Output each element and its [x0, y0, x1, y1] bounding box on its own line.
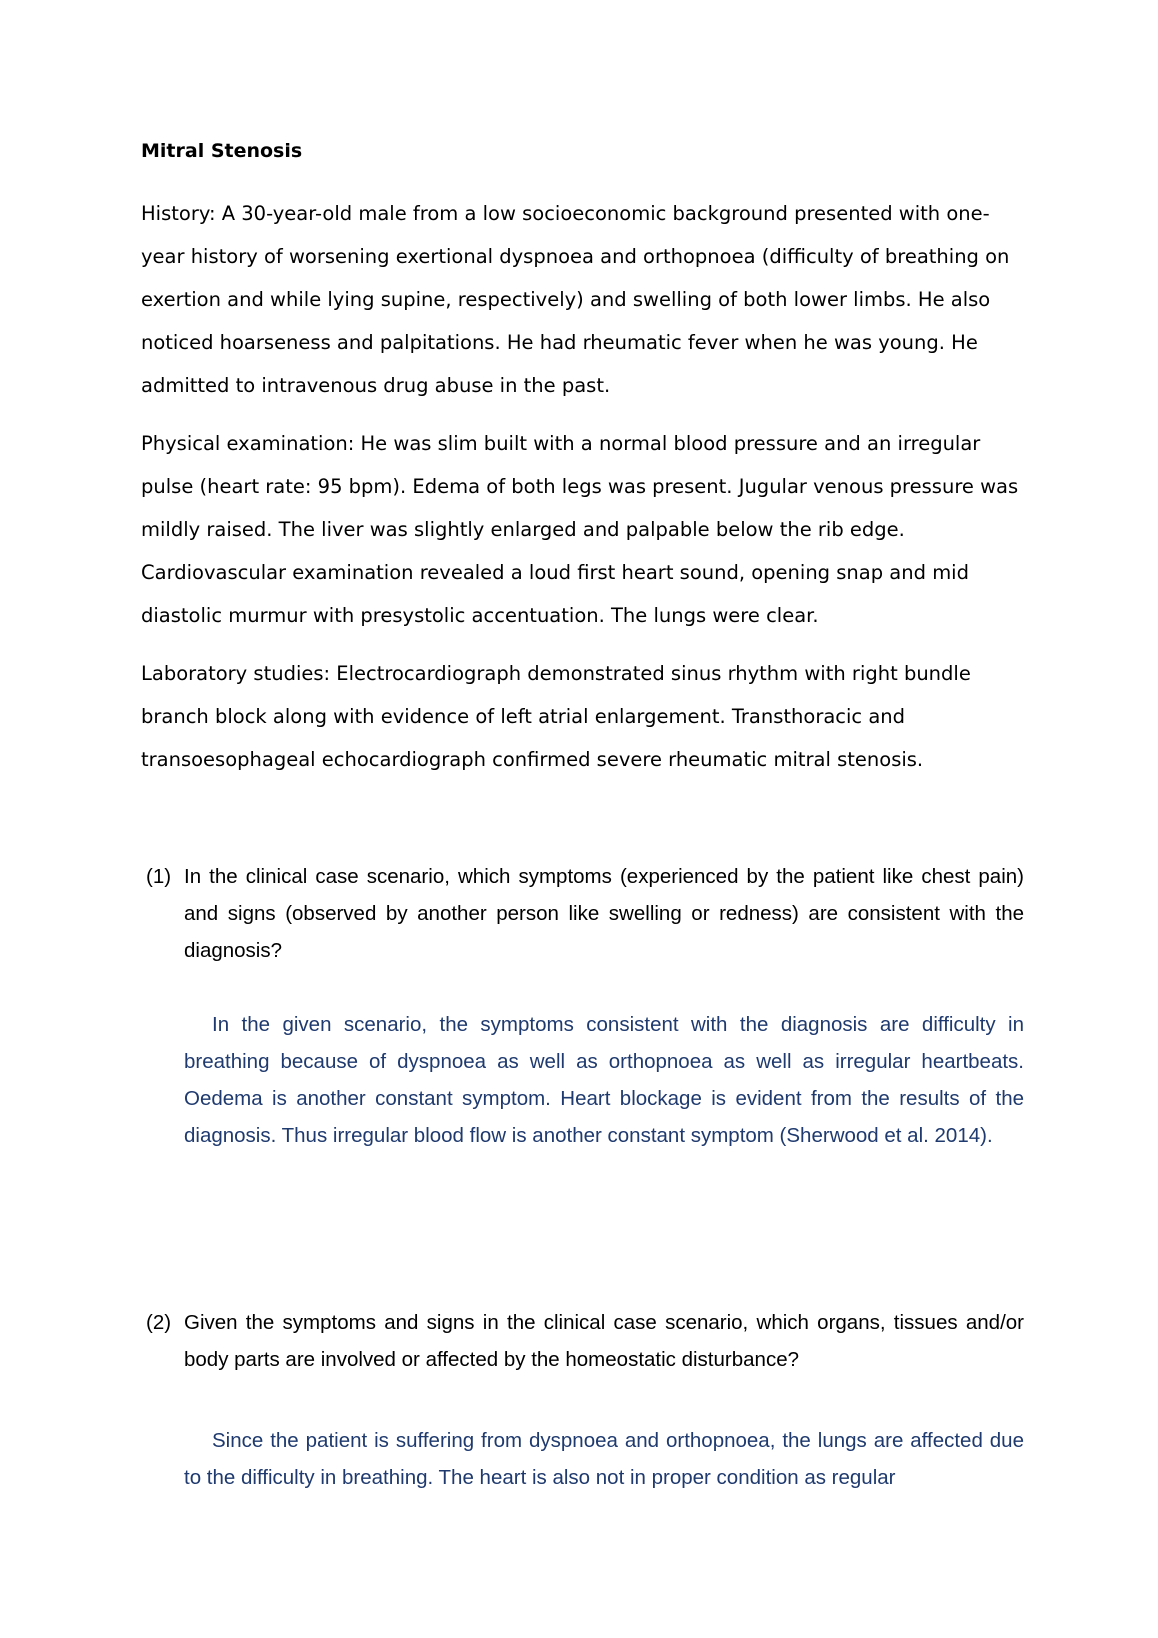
lab-studies-paragraph: Laboratory studies: Electrocardiograph demonstrated sinus rhythm with right bundle branch block along with evidence of left atrial enlargement. Transthoracic and transoesophageal echocardiograph confirmed severe rheumatic mitral stenosis.	[141, 662, 971, 771]
question-text: In the clinical case scenario, which symptoms (experienced by the patient like chest pain) and signs (observed by another person like swelling or redness) are consistent with the diagnosis?	[184, 865, 1024, 962]
question-number: (1)	[146, 865, 172, 888]
question-text: Given the symptoms and signs in the clinical case scenario, which organs, tissues and/or body parts are involved or affected by the homeostatic disturbance?	[184, 1311, 1024, 1371]
question-number: (2)	[146, 1311, 172, 1334]
question-2	[146, 1304, 1024, 1378]
document-title: Mitral Stenosis	[141, 140, 303, 162]
history-paragraph: History: A 30-year-old male from a low socioeconomic background presented with one-year history of worsening exertional dyspnoea and orthopnoea (difficulty of breathing on exertion and while lying supine, respectively) and swelling of both lower limbs. He also noticed hoarseness and palpitations. He had rheumatic fever when he was young. He admitted to intravenous drug abuse in the past.	[141, 202, 1010, 397]
answer-2: Since the patient is suffering from dyspnoea and orthopnoea, the lungs are affected due to the difficulty in breathing. The heart is also not in proper condition as regular	[184, 1429, 1024, 1489]
question-1	[146, 858, 1024, 969]
answer-1: In the given scenario, the symptoms consistent with the diagnosis are difficulty in breathing because of dyspnoea as well as orthopnoea as well as irregular heartbeats. Oedema is another constant symptom. Heart blockage is evident from the results of the diagnosis. Thus irregular blood flow is another constant symptom (Sherwood et al. 2014).	[184, 1013, 1024, 1147]
physical-exam-paragraph: Physical examination: He was slim built with a normal blood pressure and an irregular pulse (heart rate: 95 bpm). Edema of both legs was present. Jugular venous pressure was mildly raised. The liver was slightly enlarged and palpable below the rib edge. Cardiovascular examination revealed a loud first heart sound, opening snap and mid diastolic murmur with presystolic accentuation. The lungs were clear.	[141, 432, 1019, 627]
